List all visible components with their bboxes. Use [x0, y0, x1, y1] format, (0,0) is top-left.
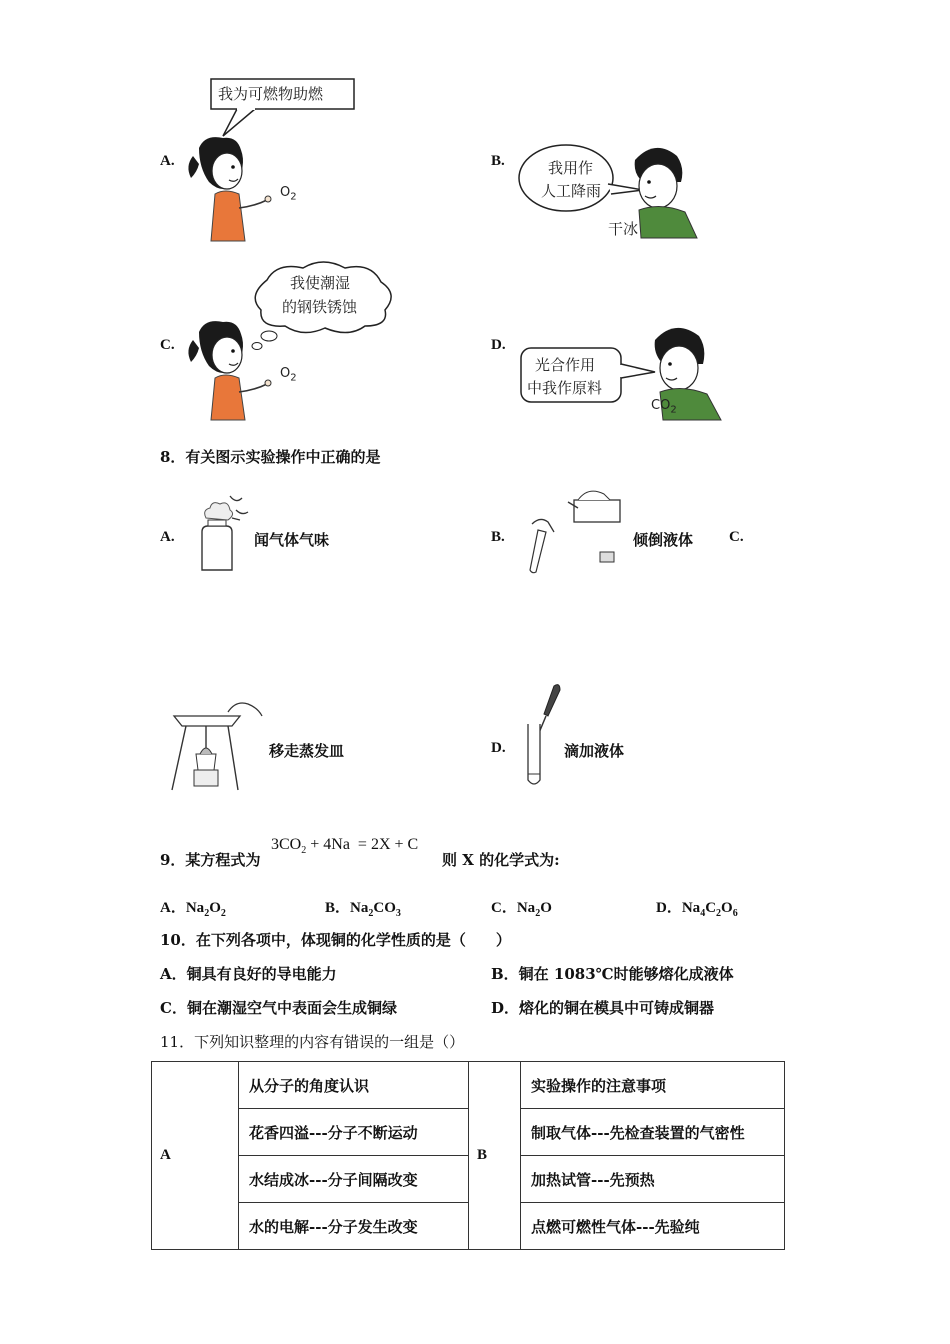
table-row	[152, 1156, 785, 1203]
knowledge-table	[151, 1061, 785, 1250]
q7-option-a-label: A.	[160, 153, 175, 169]
q8-option-d-caption: 滴加液体	[564, 742, 625, 760]
table-cell: 点燃可燃性气体---先验纯	[521, 1203, 785, 1250]
evaporating-dish-tripod-icon	[166, 694, 266, 794]
q7-option-b-label: B.	[491, 153, 505, 169]
q10-option-b: B．铜在 1083℃时能够熔化成液体	[491, 965, 734, 983]
q11-title: 11．下列知识整理的内容有错误的一组是（）	[160, 1033, 465, 1051]
q7-a-formula: $O_2$	[280, 185, 297, 203]
table-row	[152, 1109, 785, 1156]
q8-option-a-label: A.	[160, 529, 175, 545]
q7-b-bubble-line1: 我用作	[548, 159, 594, 177]
pour-liquid-icon	[518, 472, 630, 577]
table-key-b: B	[469, 1062, 521, 1250]
q7-c-bubble-line1: 我使潮湿	[290, 274, 351, 292]
speech-bubble	[519, 145, 613, 211]
q10-option-c: C．铜在潮湿空气中表面会生成铜绿	[160, 999, 397, 1017]
table-cell: 水的电解---分子发生改变	[239, 1203, 469, 1250]
table-cell: 加热试管---先预热	[521, 1156, 785, 1203]
q10-option-a: A．铜具有良好的导电能力	[160, 965, 337, 983]
q7-c-formula: $O_2$	[280, 366, 297, 384]
q9-suffix: 则 X 的化学式为:	[442, 851, 560, 869]
q10-title: 10．在下列各项中，体现铜的化学性质的是（ ）	[160, 931, 511, 949]
table-cell: 水结成冰---分子间隔改变	[239, 1156, 469, 1203]
girl-illustration	[188, 137, 271, 241]
q8-option-c-label: C.	[729, 529, 744, 545]
q9-equation: $3CO_2 + 4Na = 2X + C$	[271, 836, 419, 857]
q8-option-c-caption: 移走蒸发皿	[269, 742, 345, 760]
q9-option-b: B．$Na_2CO_3$	[325, 900, 401, 919]
q7-a-bubble-text: 我为可燃物助燃	[218, 85, 324, 103]
table-cell: 从分子的角度认识	[239, 1062, 469, 1109]
q7-d-formula: $CO_2$	[651, 398, 677, 416]
table-row	[152, 1203, 785, 1250]
q8-option-b-label: B.	[491, 529, 505, 545]
table-row	[152, 1062, 785, 1109]
q8-title: 8．有关图示实验操作中正确的是	[160, 448, 381, 466]
table-cell: 花香四溢---分子不断运动	[239, 1109, 469, 1156]
q7-d-bubble-line1: 光合作用	[535, 356, 596, 374]
q9-option-c: C．$Na_2O$	[491, 900, 552, 919]
dropper-test-tube-icon	[518, 680, 568, 790]
q9-prefix: 9．某方程式为	[160, 851, 261, 869]
girl-illustration	[188, 321, 271, 420]
table-cell: 制取气体---先检查装置的气密性	[521, 1109, 785, 1156]
q8-option-a-caption: 闻气体气味	[254, 531, 330, 549]
q7-option-d-label: D.	[491, 337, 506, 353]
gas-jar-smell-icon	[192, 490, 252, 575]
q7-b-tag: 干冰	[608, 220, 639, 238]
q9-option-a: A．$Na_2O_2$	[160, 900, 226, 919]
q8-option-b-caption: 倾倒液体	[633, 531, 694, 549]
q8-option-d-label: D.	[491, 740, 506, 756]
q10-option-d: D．熔化的铜在模具中可铸成铜器	[491, 999, 715, 1017]
q7-b-bubble-line2: 人工降雨	[541, 182, 602, 200]
q7-d-bubble-line2: 中我作原料	[527, 379, 603, 397]
q7-option-c-label: C.	[160, 337, 175, 353]
q7-c-bubble-line2: 的钢铁锈蚀	[282, 298, 358, 316]
table-cell: 实验操作的注意事项	[521, 1062, 785, 1109]
q9-option-d: D．$Na_4C_2O_6$	[656, 900, 738, 919]
boy-illustration	[635, 148, 697, 238]
table-key-a: A	[152, 1062, 239, 1250]
